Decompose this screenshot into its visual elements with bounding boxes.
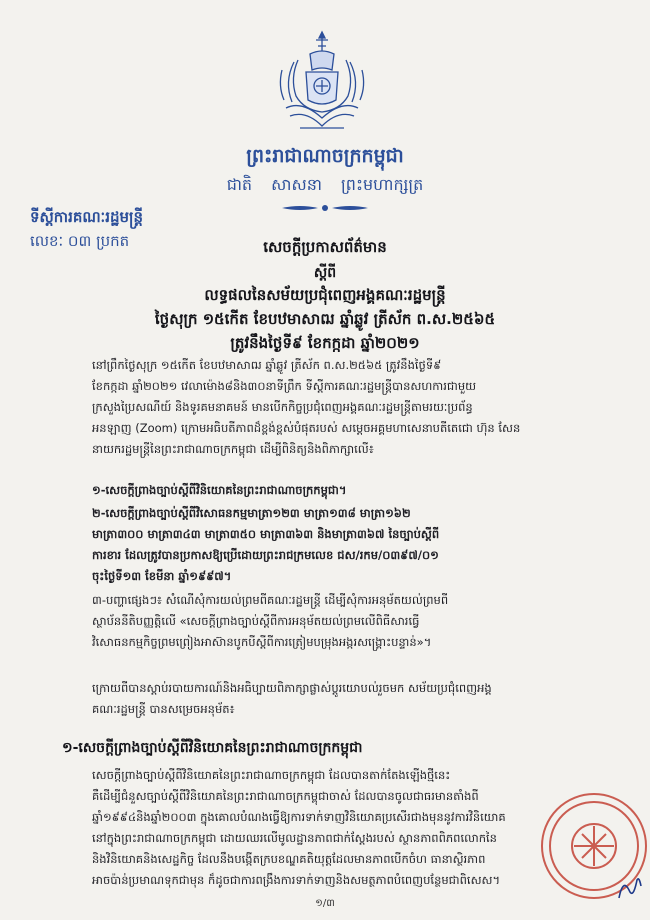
agenda-item-line: ១-សេចក្ដីព្រាងច្បាប់ស្ដីពីវិនិយោគនៃព្រះរាជាណាចក្រកម្ពុជា។	[92, 483, 347, 497]
reference-number: លេខៈ ០៣ ប្រកត	[30, 232, 130, 250]
intro-line: នាយករដ្ឋមន្ត្រីនៃព្រះរាជាណាចក្រកម្ពុជា ដើម្បីពិនិត្យនិងពិភាក្សាលើ៖	[92, 442, 374, 456]
page-number: ១/៣	[315, 898, 335, 909]
agenda-item-line: ការខារ ដែលត្រូវបានប្រកាសឱ្យប្រើដោយព្រះរាជក្រមលេខ ជស/រកម/០៣៩៧/០១	[92, 548, 439, 562]
conclusion-paragraph	[92, 678, 612, 720]
intro-line: ក្រសួងប្រៃសណីយ៍ និងទូរគមនាគមន៍ មានបើកកិច្ចប្រជុំពេញអង្គគណៈរដ្ឋមន្ត្រីតាមរយៈប្រព័ន្ធ	[92, 400, 473, 414]
title-subject-label: ស្ដីពី	[313, 265, 337, 281]
national-motto: ជាតិ សាសនា ព្រះមហាក្សត្រ	[226, 175, 424, 194]
title-subject: លទ្ធផលនៃសម័យប្រជុំពេញអង្គគណៈរដ្ឋមន្ត្រី	[204, 286, 446, 304]
section-line: នៅក្នុងព្រះរាជាណាចក្រកម្ពុជា ដោយឈរលើមូលដ្ឋានភាពជាក់ស្ដែងរបស់ ស្ថានភាពពិភពលោកនៃ	[92, 831, 497, 845]
royal-emblem-icon	[272, 30, 372, 140]
title-date-solar: ត្រូវនឹងថ្ងៃទី៩ ខែកក្កដា ឆ្នាំ២០២១	[230, 334, 420, 352]
agenda-item-line: ស្ថាប័ននីតិបញ្ញត្តិលើ «សេចក្ដីព្រាងច្បាប់ស្ដីពីការអនុម័តយល់ព្រមលើពិធីសារធ្វើ	[92, 614, 420, 628]
section-body	[92, 765, 612, 891]
conclusion-line: ក្រោយពីបានស្ដាប់របាយការណ៍និងអធិប្បាយពិភាក្សាផ្លាស់ប្ដូរយោបល់រួចមក សម័យប្រជុំពេញអង្គ	[92, 681, 492, 695]
intro-line: នៅព្រឹកថ្ងៃសុក្រ ១៥កើត ខែបឋមាសាឍ ឆ្នាំឆ្លូវ ត្រីស័ក ព.ស.២៥៦៥ ត្រូវនឹងថ្ងៃទី៩	[92, 358, 442, 372]
section-line: អាចប៉ាន់ប្រមាណទុកជាមុន ក៏ដូចជាការពង្រឹងការទាក់ទាញនិងសមត្ថភាពបំពេញបន្ថែមជាពិសេស។	[92, 873, 501, 887]
intro-line: ខែកក្កដា ឆ្នាំ២០២១ វេលាម៉ោង៨និង៣០នាទីព្រឹក ទីស្ដីការគណៈរដ្ឋមន្ត្រីបានសហការជាមួយ	[92, 379, 477, 393]
agenda-item-line: ២-សេចក្ដីព្រាងច្បាប់ស្ដីពីវិសោធនកម្មមាត្រា១២៣ មាត្រា១៣៨ មាត្រា១៦២	[92, 506, 411, 520]
agenda-item-1	[92, 480, 612, 501]
conclusion-line: គណៈរដ្ឋមន្ត្រី បានសម្រេចអនុម័ត៖	[92, 702, 235, 716]
issuing-office: ទីស្ដីការគណៈរដ្ឋមន្ត្រី	[30, 208, 144, 226]
ornament-divider-icon	[280, 202, 370, 214]
title-date-lunar: ថ្ងៃសុក្រ ១៥កើត ខែបឋមាសាឍ ឆ្នាំឆ្លូវ ត្រីស័ក ព.ស.២៥៦៥	[154, 310, 496, 328]
document-title: សេចក្ដីប្រកាសព័ត៌មាន	[263, 238, 387, 256]
section-heading: ១-សេចក្ដីព្រាងច្បាប់ស្ដីពីវិនិយោគនៃព្រះរាជាណាចក្រកម្ពុជា	[62, 740, 363, 756]
intro-line: អនឡាញ (Zoom) ក្រោមអធិបតីភាពដ៏ខ្ពង់ខ្ពស់បំផុតរបស់ សម្ដេចអគ្គមហាសេនាបតីតេជោ ហ៊ុន សែន	[92, 421, 521, 435]
agenda-item-line: មាត្រា៣០០ មាត្រា៣៤៣ មាត្រា៣៥០ មាត្រា៣៦៣ និងមាត្រា៣៦៧ នៃច្បាប់ស្ដីពី	[92, 527, 440, 541]
intro-paragraph	[92, 355, 612, 460]
agenda-item-line: ៣-បញ្ហាផ្សេងៗ៖ សំណើសុំការយល់ព្រមពីគណៈរដ្ឋមន្ត្រី ដើម្បីសុំការអនុម័តយល់ព្រមពី	[92, 593, 449, 607]
agenda-item-3	[92, 590, 612, 653]
section-line: សេចក្ដីព្រាងច្បាប់ស្ដីពីវិនិយោគនៃព្រះរាជាណាចក្រកម្ពុជា ដែលបានតាក់តែងឡើងថ្មីនេះ	[92, 768, 451, 782]
agenda-item-2	[92, 503, 612, 587]
agenda-item-line: វិសោធនកម្មកិច្ចព្រមព្រៀងអាស៊ានបូកបីស្ដីពីការត្រៀមបម្រុងអង្ករសង្គ្រោះបន្ទាន់»។	[92, 635, 432, 649]
kingdom-name: ព្រះរាជាណាចក្រកម្ពុជា	[246, 145, 404, 167]
section-line: និងវិនិយោគនិងសេដ្ឋកិច្ច ដែលនឹងបង្កើតក្របខណ្ឌគតិយុត្តដែលមានភាពបើកចំហ ធានាស្ថិរភាព	[92, 852, 486, 866]
section-line: គឺដើម្បីជំនួសច្បាប់ស្ដីពីវិនិយោគនៃព្រះរាជាណាចក្រកម្ពុជាចាស់ ដែលបានចូលជាធរមានតាំងពី	[92, 789, 479, 803]
section-line: ឆ្នាំ១៩៩៤និងឆ្នាំ២០០៣ ក្នុងគោលបំណងធ្វើឱ្យការទាក់ទាញវិនិយោគប្រសើរជាងមុននូវការវិនិយោគ	[92, 810, 506, 824]
agenda-item-line: ចុះថ្ងៃទី១៣ ខែមីនា ឆ្នាំ១៩៩៧។	[92, 569, 232, 583]
